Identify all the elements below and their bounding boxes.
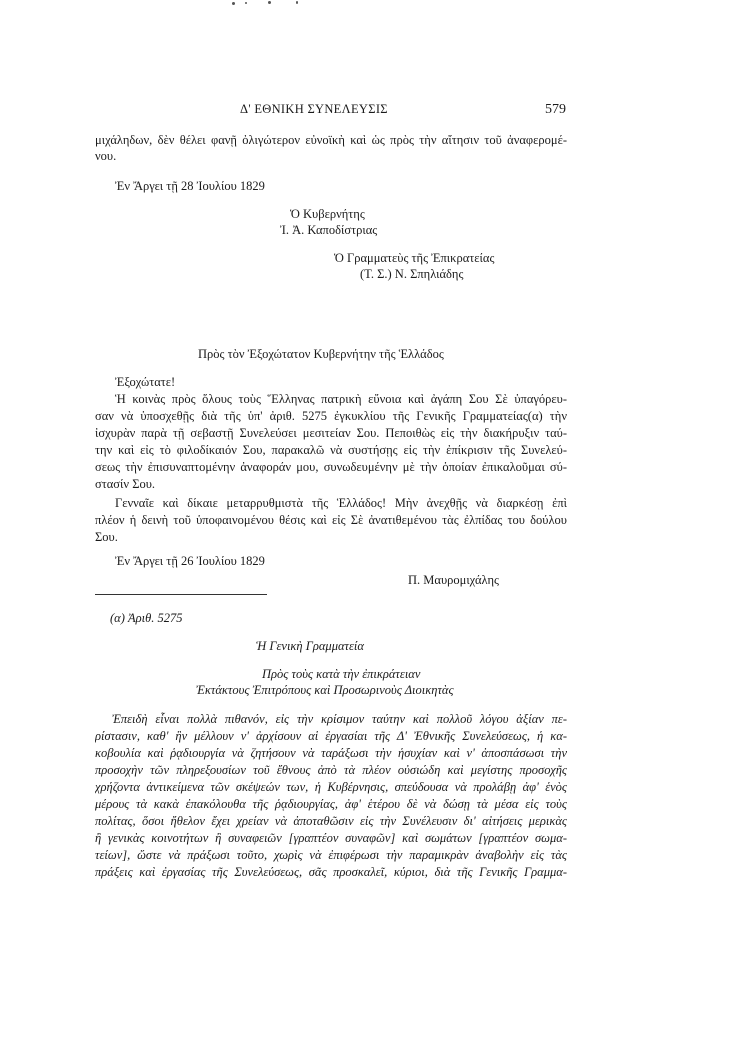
page-number: 579 — [545, 102, 566, 117]
running-header-title: Δ' ΕΘΝΙΚΗ ΣΥΝΕΛΕΥΣΙΣ — [240, 102, 388, 116]
body-line: πλέον ἡ δεινὴ τοῦ ὑποφαινομένου θέσις καὶ εἰς Σὲ ἀνατιθεμένου τὰς ἐλπίδας του δούλου — [95, 513, 567, 527]
letter-date: Ἐν Ἄργει τῇ 26 Ἰουλίου 1829 — [115, 554, 265, 568]
signer-name: (Τ. Σ.) Ν. Σπηλιάδης — [360, 267, 464, 281]
body-line: σαν νὰ ὑποσχεθῇς διὰ τῆς ὑπ' ἀριθ. 5275 ἐγκυκλίου τῆς Γενικῆς Γραμματείας(α) τὴν — [95, 409, 567, 423]
body-line: σεως τὴν ἐπισυναπτομένην ἀναφοράν μου, συνωδευμένην μὲ τὴν ὁποίαν ἐπικαλοῦμαι σύ- — [95, 460, 567, 474]
signature: Π. Μαυρομιχάλης — [408, 573, 499, 587]
body-line: ἰσχυρὰν παρὰ τῇ σεβαστῇ Συνελεύσει μεσιτείαν Σου. Πεποιθὼς εἰς τὴν διακήρυξιν ταύ- — [95, 426, 567, 440]
footnote-line: ἢ γενικὰς κοινοτήτων ἢ συναφειῶν [γραπτέον συναφῶν] καὶ σωμάτων [γραπτέον σωμα- — [95, 831, 567, 845]
scan-speck — [296, 1, 298, 4]
letter-date: Ἐν Ἄργει τῇ 28 Ἰουλίου 1829 — [115, 179, 265, 193]
footnote-address: Ἐκτάκτους Ἐπιτρόπους καὶ Προσωρινοὺς Διοικητὰς — [196, 683, 454, 697]
body-line: νου. — [95, 149, 117, 163]
footnote-ref: (α) Ἀριθ. 5275 — [110, 611, 183, 625]
salutation: Ἐξοχώτατε! — [115, 375, 176, 389]
footnote-line: προσοχὴν τῶν πληρεξουσίων τοῦ ἔθνους ἀπὸ τὰ πλέον οὐσιώδη καὶ μεγίστης προσοχῆς — [95, 763, 567, 777]
signer-title: Ὁ Γραμματεὺς τῆς Ἐπικρατείας — [334, 251, 495, 265]
footnote-line: πράξεις καὶ ἐργασίας τῆς Συνελεύσεως, σᾶς προσκαλεῖ, κύριοι, διὰ τῆς Γενικῆς Γραμμα- — [95, 865, 567, 879]
footnote-rule — [95, 594, 267, 595]
signer-name: Ἰ. Ἀ. Καποδίστριας — [280, 223, 378, 237]
footnote-line: τείων], ὥστε νὰ πράξωσι τοῦτο, χωρὶς νὰ ἐπιφέρωσι τὴν παραμικρὰν ἀναβολὴν εἰς τὰς — [95, 848, 567, 862]
footnote-line: ρίστασιν, καθ' ἣν μέλλουν ν' ἀρχίσουν αἱ ἐργασίαι τῆς Δ' Ἐθνικῆς Συνελεύσεως, ἡ κα- — [95, 729, 567, 743]
scan-speck — [268, 1, 271, 4]
body-line: Σου. — [95, 530, 118, 544]
footnote-line: πολίτας, ὅσοι ἤθελον ἔχει χρείαν νὰ ἀποταθῶσιν εἰς τὴν Συνέλευσιν δι' αἰτήσεις μερικὰς — [95, 814, 567, 828]
footnote-line: μέρους τὰ κακὰ ἐπακόλουθα τῆς ῥᾳδιουργίας, ἀφ' ἑτέρου δὲ νὰ δώσῃ τὰ μέσα εἰς τοὺς — [95, 797, 567, 811]
scan-speck — [245, 2, 247, 4]
body-line: την καὶ εἰς τὸ φιλοδίκαιόν Σου, παρακαλῶ νὰ συστήσῃς εἰς τὴν ἐπίκρισιν τῆς Συνελεύ- — [95, 443, 567, 457]
footnote-heading: Ἡ Γενικὴ Γραμματεία — [256, 639, 364, 653]
footnote-line: χρήζοντα ἀντικείμενα τῶν σκέψεών των, ἡ Κυβέρνησις, σπεύδουσα νὰ προλάβῃ ἀφ' ἑνὸς — [95, 780, 567, 794]
body-line: στασίν Σου. — [95, 477, 156, 491]
body-line: Γενναῖε καὶ δίκαιε μεταρρυθμιστὰ τῆς Ἑλλάδος! Μὴν ἀνεχθῇς νὰ διαρκέσῃ ἐπὶ — [115, 496, 567, 510]
footnote-line: Ἐπειδὴ εἶναι πολλὰ πιθανόν, εἰς τὴν κρίσιμον ταύτην καὶ πολλοῦ λόγου ἀξίαν πε- — [112, 712, 567, 726]
footnote-address: Πρὸς τοὺς κατὰ τὴν ἐπικράτειαν — [262, 667, 421, 681]
signer-title: Ὁ Κυβερνήτης — [290, 207, 365, 221]
letter-heading: Πρὸς τὸν Ἐξοχώτατον Κυβερνήτην τῆς Ἑλλάδος — [198, 347, 444, 361]
body-line: μιχάληδων, δὲν θέλει φανῇ ὀλιγώτερον εὐνοϊκὴ καὶ ὡς πρὸς τὴν αἴτησιν τοῦ ἀναφερομέ- — [95, 133, 567, 147]
body-line: Ἡ κοινὰς πρὸς ὅλους τοὺς Ἕλληνας πατρικὴ εὔνοια καὶ ἀγάπη Σου Σὲ ὑπαγόρευ- — [115, 392, 567, 406]
footnote-line: κοβουλία καὶ ῥᾳδιουργία νὰ ζητήσουν νὰ ταράξωσι τὴν ἡσυχίαν καὶ ν' ἀποσπάσωσι τὴν — [95, 746, 567, 760]
scan-speck — [232, 2, 235, 5]
